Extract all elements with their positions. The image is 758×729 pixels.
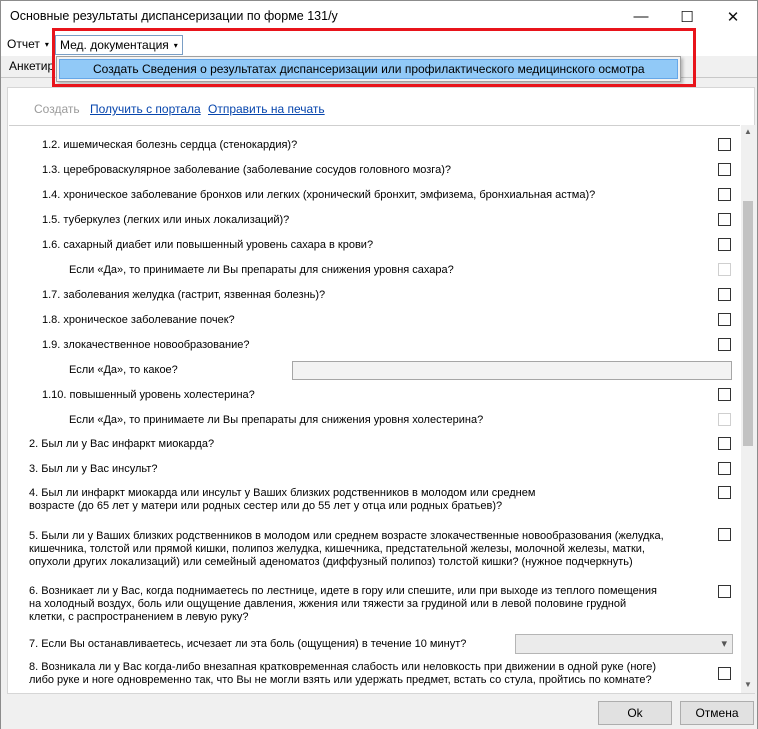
question-1-10-sub: Если «Да», то принимаете ли Вы препараты для снижения уровня холестерина?	[69, 414, 484, 426]
scroll-down-icon[interactable]: ▼	[744, 680, 752, 689]
question-1-4: 1.4. хроническое заболевание бронхов или легких (хронический бронхит, эмфизема, бронхиальная астма)?	[42, 189, 596, 201]
action-links	[8, 88, 754, 124]
menu-bar	[1, 32, 757, 56]
get-from-portal-link[interactable]: Получить с портала	[90, 102, 201, 116]
send-to-print-link[interactable]: Отправить на печать	[208, 102, 325, 116]
checkbox-q1-7[interactable]	[718, 288, 731, 301]
checkbox-q1-2[interactable]	[718, 138, 731, 151]
checkbox-q1-9[interactable]	[718, 338, 731, 351]
checkbox-q1-6-sub	[718, 263, 731, 276]
menu-med-docs-label: Мед. документация	[60, 38, 169, 52]
question-8-line1: 8. Возникала ли у Вас когда-либо внезапная кратковременная слабость или неловкость при движении в одной руке (ноге)	[29, 661, 657, 673]
menu-med-docs[interactable]	[55, 35, 183, 55]
menu-report[interactable]	[3, 35, 53, 55]
checkbox-q1-4[interactable]	[718, 188, 731, 201]
checkbox-q5[interactable]	[718, 528, 731, 541]
vertical-scrollbar[interactable]	[741, 125, 755, 693]
tab-questionnaire[interactable]: Анкетир	[9, 59, 55, 73]
question-6-line3: клетки, с распространением в левую руку?	[29, 611, 249, 623]
scroll-up-icon[interactable]: ▲	[744, 127, 752, 136]
question-1-7: 1.7. заболевания желудка (гастрит, язвенная болезнь)?	[42, 289, 326, 301]
question-2: 2. Был ли у Вас инфаркт миокарда?	[29, 438, 215, 450]
title-bar	[1, 1, 757, 32]
checkbox-q1-10[interactable]	[718, 388, 731, 401]
cancer-type-input	[292, 361, 732, 380]
med-docs-dropdown	[56, 56, 681, 82]
question-8-line2: либо руке и ноге одновременно так, что Вы не могли взять или удержать предмет, встать со стула, пройтись по комнате?	[29, 674, 652, 686]
question-1-6-sub: Если «Да», то принимаете ли Вы препараты для снижения уровня сахара?	[69, 264, 454, 276]
checkbox-q3[interactable]	[718, 462, 731, 475]
window-title: Основные результаты диспансеризации по форме 131/у	[10, 9, 338, 23]
question-1-9: 1.9. злокачественное новообразование?	[42, 339, 250, 351]
maximize-icon[interactable]: ☐	[680, 8, 694, 26]
checkbox-q1-5[interactable]	[718, 213, 731, 226]
menu-report-label: Отчет	[7, 37, 40, 51]
question-5-line3: опухоли других локализаций) или семейный аденоматоз (диффузный полипоз) толстой кишки? (нужное подчеркнуть)	[29, 556, 633, 568]
create-exam-results-menu-item[interactable]: Создать Сведения о результатах диспансеризации или профилактического медицинского осмотра	[59, 59, 678, 79]
questionnaire-list	[9, 125, 740, 693]
q7-select[interactable]	[515, 634, 733, 654]
create-link: Создать	[34, 102, 80, 116]
checkbox-q1-6[interactable]	[718, 238, 731, 251]
checkbox-q4[interactable]	[718, 486, 731, 499]
checkbox-q1-3[interactable]	[718, 163, 731, 176]
checkbox-q6[interactable]	[718, 585, 731, 598]
checkbox-q1-8[interactable]	[718, 313, 731, 326]
question-5-line2: кишечника, толстой или прямой кишки, полипоз желудка, кишечника, предстательной железы, молочной железы, матки,	[29, 543, 645, 555]
question-1-9-sub: Если «Да», то какое?	[69, 364, 178, 376]
chevron-down-icon: ▾	[173, 41, 178, 50]
chevron-down-icon: ▾	[44, 40, 49, 49]
form-content	[7, 87, 755, 694]
question-7: 7. Если Вы останавливаетесь, исчезает ли эта боль (ощущения) в течение 10 минут?	[29, 638, 467, 650]
question-1-5: 1.5. туберкулез (легких или иных локализаций)?	[42, 214, 290, 226]
question-1-2: 1.2. ишемическая болезнь сердца (стенокардия)?	[42, 139, 298, 151]
checkbox-q8[interactable]	[718, 667, 731, 680]
question-1-10: 1.10. повышенный уровень холестерина?	[42, 389, 255, 401]
question-1-3: 1.3. цереброваскулярное заболевание (заболевание сосудов головного мозга)?	[42, 164, 451, 176]
checkbox-q2[interactable]	[718, 437, 731, 450]
scroll-thumb[interactable]	[743, 201, 753, 446]
checkbox-q1-10-sub	[718, 413, 731, 426]
ok-button[interactable]: Ok	[598, 701, 672, 725]
chevron-down-icon: ▾	[721, 638, 727, 650]
question-5-line1: 5. Были ли у Ваших близких родственников в молодом или среднем возрасте злокачественные новообразования (желудка,	[29, 530, 664, 542]
question-1-6: 1.6. сахарный диабет или повышенный уровень сахара в крови?	[42, 239, 374, 251]
dialog-footer	[1, 694, 757, 729]
question-1-8: 1.8. хроническое заболевание почек?	[42, 314, 235, 326]
cancel-button[interactable]: Отмена	[680, 701, 754, 725]
question-3: 3. Был ли у Вас инсульт?	[29, 463, 158, 475]
question-6-line1: 6. Возникает ли у Вас, когда поднимаетесь по лестнице, идете в гору или спешите, или при выходе из теплого помещения	[29, 585, 657, 597]
question-4-line1: 4. Был ли инфаркт миокарда или инсульт у Ваших близких родственников в молодом или среднем	[29, 487, 536, 499]
question-4-line2: возрасте (до 65 лет у матери или родных сестер или до 55 лет у отца или родных братьев)?	[29, 500, 503, 512]
close-icon[interactable]: ✕	[726, 8, 740, 26]
question-6-line2: на холодный воздух, боль или ощущение давления, жжения или тяжести за грудиной или в левой половине грудной	[29, 598, 627, 610]
minimize-icon[interactable]: —	[633, 8, 649, 25]
